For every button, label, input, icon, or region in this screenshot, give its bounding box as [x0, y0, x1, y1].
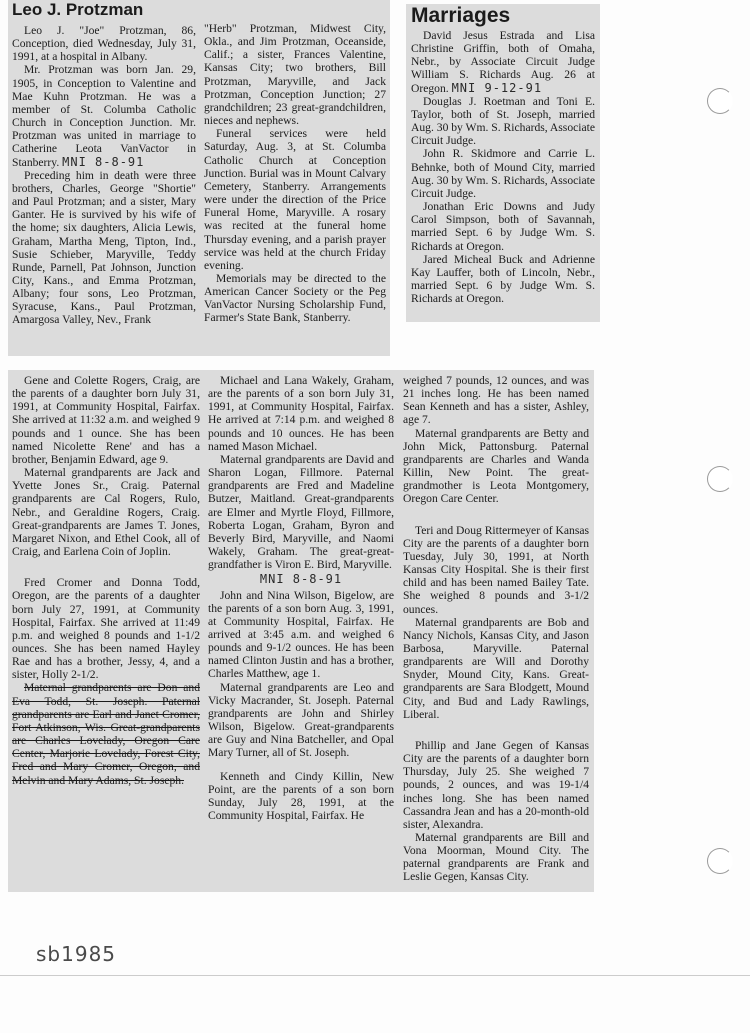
birth-paragraph: Maternal grandparents are David and Sharon Logan, Fillmore. Paternal grandparents are Fred and Madeline Butzer, Maitland. Great-grandparents are Elmer and Myrtle Floyd, Fillmore, Roberta Logan, Graham, Byron and Beverly Bird, Maryville, and Naomi Wakely, Graham. The great-great-grandfather is Viron E. Bird, Maryville.	[208, 452, 394, 572]
birth-paragraph: Teri and Doug Rittermeyer of Kansas City are the parents of a daughter born Tuesday, July 30, 1991, at North Kansas City Hospital. She is their first child and has been named Bailey Tate. She weighed 8 pounds and 3-1/2 ounces.	[403, 523, 590, 616]
birth-paragraph: Fred Cromer and Donna Todd, Oregon, are the parents of a daughter born July 27, 1991, at Community Hospital, Fairfax. She arrived at 11:49 p.m. and weighed 8 pounds and 1-1/2 ounces. She has been named Hayley Rae and has a brother, Jessy, 4, and a sister, Holly 2-1/2.	[12, 576, 200, 682]
obituary-paragraph: Leo J. "Joe" Protzman, 86, Conception, died Wednesday, July 31, 1991, at a hospital in Albany.	[12, 24, 196, 64]
birth-paragraph: Maternal grandparents are Betty and John Mick, Pattonsburg. Paternal grandparents are Charles and Wanda Killin, New Point. The great-grandmother is Leota Montgomery, Oregon Care Center.	[403, 426, 589, 506]
obituary-paragraph: "Herb" Protzman, Midwest City, Okla., and Jim Protzman, Oceanside, Calif.; a sister, Frances Valentine, Kansas City; two brothers, Bill Protzman, Maryville, and Jack Protzman, Conception Junction; 27 grandchildren; 23 great-grandchildren, nieces and nephews.	[204, 22, 386, 128]
handwritten-date: MNI 8-8-91	[62, 154, 145, 169]
birth-paragraph: Maternal grandparents are Jack and Yvette Jones Sr., Craig. Paternal grandparents are Cal Rogers, Rulo, Nebr., and Geraldine Rogers, Craig. Great-grandparents are James T. Jones, Margaret Nixon, and Ethel Cook, all of Craig, and Earlena Coin of Joplin.	[12, 466, 200, 559]
obituary-clipping	[8, 0, 390, 356]
births-column-2	[208, 374, 394, 822]
obituary-paragraph: Mr. Protzman was born Jan. 29, 1905, in Conception to Valentine and Mae Kuhn Protzman. He was a member of St. Columba Catholic Church in Conception Junction. Mr. Protzman was united in marriage to Catherine Leota VanVactor in Stanberry. MNI 8-8-91	[12, 63, 196, 169]
obituary-paragraph: Memorials may be directed to the American Cancer Society or the Peg VanVactor Nursing Scholarship Fund, Farmer's State Bank, Stanberry.	[204, 271, 386, 325]
births-column-3	[403, 374, 589, 884]
marriage-entry: David Jesus Estrada and Lisa Christine Griffin, both of Omaha, Nebr., by Associate Circuit Judge William S. Richards Aug. 26 at Oregon. MNI 9-12-91	[411, 29, 595, 95]
births-clipping	[8, 370, 594, 892]
handwritten-page-code: sb1985	[36, 942, 117, 966]
handwritten-date: MNI 8-8-91	[259, 572, 343, 587]
birth-paragraph: Phillip and Jane Gegen of Kansas City are the parents of a daughter born Thursday, July 25. She weighed 7 pounds, 2 ounces, and was 19-1/4 inches long. She has been named Cassandra Jean and has a 20-month-old sister, Alexandra.	[403, 738, 589, 831]
page-edge-divider	[0, 975, 750, 976]
handwritten-date: MNI 9-12-91	[451, 80, 543, 95]
marriage-entry: John R. Skidmore and Carrie L. Behnke, both of Mound City, married Aug. 30 by Wm. S. Richards, Associate Circuit Judge.	[411, 147, 595, 200]
marriages-title: Marriages	[411, 4, 511, 27]
birth-paragraph: Maternal grandparents are Don and Eva Todd, St. Joseph. Paternal grandparents are Earl and Janet Cromer, Fort Atkinson, Wis. Great-grandparents are Charles Lovelady, Oregon Care Center, Marjorie Lovelady, Forest City, Fred and Mary Cromer, Oregon, and Melvin and Mary Adams, St. Joseph.	[12, 681, 200, 787]
marriage-entry: Douglas J. Roetman and Toni E. Taylor, both of St. Joseph, married Aug. 30 by Wm. S. Richards, Associate Circuit Judge.	[411, 94, 595, 148]
punch-hole-icon	[707, 88, 733, 114]
birth-paragraph: Maternal grandparents are Bob and Nancy Nichols, Kansas City, and Jason Barbosa, Maryville. Paternal grandparents are Will and Dorothy Snyder, Mound City, Kans. Great-grandparents are Sara Blodgett, Mound City, and Bud and Lady Rawlings, Liberal.	[403, 615, 589, 721]
obituary-column-2	[204, 22, 386, 325]
births-column-1	[12, 374, 200, 787]
birth-paragraph: Maternal grandparents are Bill and Vona Moorman, Mound City. The paternal grandparents are Frank and Leslie Gegen, Kansas City.	[403, 831, 589, 884]
obituary-paragraph: Preceding him in death were three brothers, Charles, George "Shortie" and Paul Protzman; and a sister, Mary Ganter. He is survived by his wife of the home; six daughters, Alicia Lewis, Graham, Martha Meng, Tipton, Ind., Susie Schieber, Maryville, Teddy Runde, Parnell, Pat Johnson, Junction City, Kans., and Emma Protzman, Albany; four sons, Leo Protzman, Syracuse, Kans., Paul Protzman, Amargosa Valley, Nev., Frank	[12, 168, 196, 327]
obituary-title: Leo J. Protzman	[12, 0, 144, 19]
birth-paragraph: John and Nina Wilson, Bigelow, are the parents of a son born Aug. 3, 1991, at Community Hospital, Fairfax. He arrived at 3:45 a.m. and weighed 6 pounds and 9-1/2 ounces. He has been named Clinton Justin and has a brother, Charles Matthew, age 1.	[208, 588, 394, 681]
birth-paragraph: Kenneth and Cindy Killin, New Point, are the parents of a son born Sunday, July 28, 1991, at the Community Hospital, Fairfax. He	[208, 769, 394, 822]
obituary-paragraph: Funeral services were held Saturday, Aug. 3, at St. Columba Catholic Church at Conception Junction. Burial was in Mount Calvary Cemetery, Stanberry. Arrangements were under the direction of the Price Funeral Home, Maryville. A rosary was recited at the funeral home Thursday evening, and a parish prayer service was held at the church Friday evening.	[204, 127, 386, 272]
birth-paragraph: Maternal grandparents are Leo and Vicky Macrander, St. Joseph. Paternal grandparents are John and Shirley Wilson, Bigelow. Great-grandparents are Guy and Nina Batcheller, and Opal Mary Turner, all of St. Joseph.	[208, 680, 394, 760]
birth-paragraph: Michael and Lana Wakely, Graham, are the parents of a son born July 31, 1991, at Community Hospital, Fairfax. He arrived at 7:14 p.m. and weighed 8 pounds and 10 ounces. He has been named Mason Michael.	[208, 374, 394, 453]
marriages-clipping	[406, 4, 600, 322]
punch-hole-icon	[707, 466, 733, 492]
marriage-entry: Jonathan Eric Downs and Judy Carol Simpson, both of Savannah, married Sept. 6 by Judge Wm. S. Richards at Oregon.	[411, 200, 595, 253]
punch-hole-icon	[707, 848, 733, 874]
obituary-column-1	[12, 0, 196, 327]
marriage-entry: Jared Micheal Buck and Adrienne Kay Lauffer, both of Lincoln, Nebr., married Sept. 6 by Judge Wm. S. Richards at Oregon.	[411, 252, 595, 306]
marriages-column	[411, 4, 595, 305]
birth-paragraph: Gene and Colette Rogers, Craig, are the parents of a daughter born July 31, 1991, at Community Hospital, Fairfax. She arrived at 11:32 a.m. and weighed 9 pounds and 1 ounce. She has been named Nicolette Rene' and has a brother, Benjamin Edward, age 9.	[12, 374, 200, 466]
birth-paragraph: weighed 7 pounds, 12 ounces, and was 21 inches long. He has been named Sean Kenneth and has a sister, Ashley, age 7.	[403, 374, 589, 427]
